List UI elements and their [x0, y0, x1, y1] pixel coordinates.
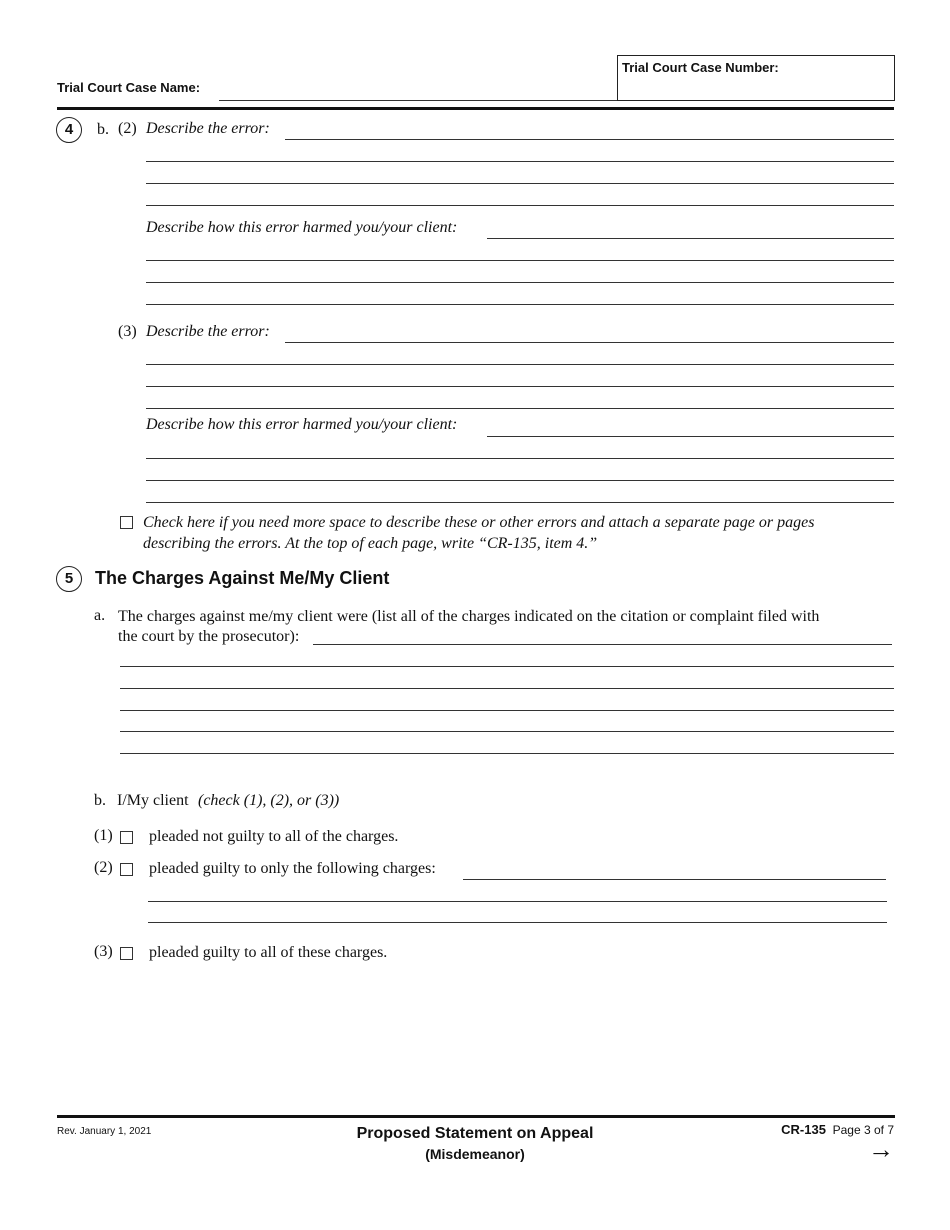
item-3-harm-line[interactable]	[487, 436, 894, 437]
charges-line[interactable]	[120, 731, 894, 732]
section-5-a-label: a.	[94, 607, 106, 624]
charges-line[interactable]	[120, 753, 894, 754]
plea-option-3-checkbox[interactable]	[120, 947, 133, 960]
plea-option-2-checkbox[interactable]	[120, 863, 133, 876]
footer-rule	[57, 1115, 895, 1118]
charges-description: the court by the prosecutor):	[118, 628, 300, 645]
form-title: Proposed Statement on Appeal	[356, 1125, 594, 1142]
plea-instruction: (check (1), (2), or (3))	[198, 792, 340, 809]
item-3-describe-harm-label: Describe how this error harmed you/your client:	[146, 416, 458, 433]
more-space-text: Check here if you need more space to describe these or other errors and attach a separate page or pages	[143, 514, 815, 531]
charges-line[interactable]	[120, 710, 894, 711]
plea-option-1-number: (1)	[94, 827, 113, 844]
item-2-harm-line[interactable]	[146, 304, 894, 305]
section-4-b-label: b.	[97, 121, 109, 138]
item-2-harm-line[interactable]	[487, 238, 894, 239]
item-2-harm-line[interactable]	[146, 260, 894, 261]
case-name-label: Trial Court Case Name:	[57, 80, 201, 95]
plea-option-2-number: (2)	[94, 859, 113, 876]
case-name-field[interactable]	[219, 100, 617, 101]
plea-option-1-label: pleaded not guilty to all of the charges.	[149, 828, 399, 845]
charges-line[interactable]	[313, 644, 892, 645]
item-2-describe-error-label: Describe the error:	[146, 120, 270, 137]
item-2-error-line[interactable]	[285, 139, 894, 140]
item-2-harm-line[interactable]	[146, 282, 894, 283]
plea-intro: I/My client	[117, 792, 189, 809]
item-3-error-line[interactable]	[146, 408, 894, 409]
charges-description: The charges against me/my client were (list all of the charges indicated on the citation or complaint filed with	[118, 608, 820, 625]
item-3-error-line[interactable]	[146, 386, 894, 387]
charges-line[interactable]	[120, 688, 894, 689]
header-rule	[57, 107, 894, 110]
guilty-charges-line[interactable]	[463, 879, 886, 880]
item-2-error-line[interactable]	[146, 205, 894, 206]
more-space-text: describing the errors. At the top of each page, write “CR-135, item 4.”	[143, 535, 598, 552]
item-2-describe-harm-label: Describe how this error harmed you/your client:	[146, 219, 458, 236]
item-2-number: (2)	[118, 120, 137, 137]
case-number-label: Trial Court Case Number:	[622, 60, 779, 75]
next-page-arrow-icon[interactable]: →	[868, 1134, 894, 1164]
item-3-error-line[interactable]	[146, 364, 894, 365]
plea-option-3-label: pleaded guilty to all of these charges.	[149, 944, 388, 961]
form-number: CR-135	[781, 1122, 826, 1137]
charges-line[interactable]	[120, 666, 894, 667]
plea-option-1-checkbox[interactable]	[120, 831, 133, 844]
page-number: Page 3 of 7	[832, 1123, 894, 1137]
revision-date: Rev. January 1, 2021	[57, 1126, 152, 1137]
item-3-harm-line[interactable]	[146, 480, 894, 481]
plea-option-2-label: pleaded guilty to only the following charges:	[149, 860, 436, 877]
item-3-harm-line[interactable]	[146, 458, 894, 459]
item-2-error-line[interactable]	[146, 161, 894, 162]
form-subtitle: (Misdemeanor)	[425, 1146, 525, 1162]
plea-option-3-number: (3)	[94, 943, 113, 960]
section-5-number: 5	[56, 566, 82, 592]
item-3-number: (3)	[118, 323, 137, 340]
item-3-error-line[interactable]	[285, 342, 894, 343]
item-3-describe-error-label: Describe the error:	[146, 323, 270, 340]
case-number-box[interactable]	[617, 55, 895, 101]
section-5-b-label: b.	[94, 792, 106, 809]
more-space-checkbox[interactable]	[120, 516, 133, 529]
item-2-error-line[interactable]	[146, 183, 894, 184]
section-5-title: The Charges Against Me/My Client	[95, 568, 390, 588]
guilty-charges-line[interactable]	[148, 901, 887, 902]
guilty-charges-line[interactable]	[148, 922, 887, 923]
section-4-number: 4	[56, 117, 82, 143]
item-3-harm-line[interactable]	[146, 502, 894, 503]
